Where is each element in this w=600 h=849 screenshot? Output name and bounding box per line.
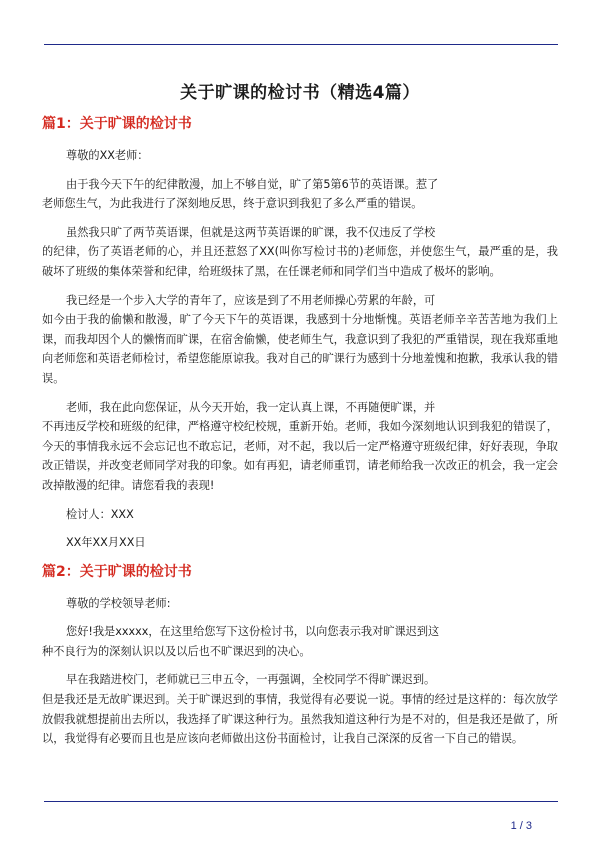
section-1-date: XX年XX月XX日 xyxy=(66,536,146,550)
section-1-salutation: 尊敬的XX老师： xyxy=(66,149,149,162)
section-1-signer: 检讨人：XXX xyxy=(66,507,134,521)
document-title: 关于旷课的检讨书（精选4篇） xyxy=(180,83,420,103)
section-1-heading: 篇1：关于旷课的检讨书 xyxy=(42,116,192,132)
section-1-paragraph: 我已经是一个步入大学的青年了，应该是到了不用老师操心劳累的年龄，可 如今由于我的偷懒和散漫，旷了今天下午的英语课，我感到十分地惭愧。英语老师辛辛苦苦地为我们上课，而我却因个人的懒惰而旷课，在宿舍偷懒，使老师生气，我意识到了我犯的严重错误，现在我郑重地向老师您和英语老师检讨，希望您能原谅我。我对自己的旷课行为感到十分地羞愧和抱歉，我承认我的错误。 xyxy=(42,293,558,385)
section-1-paragraph: 老师，我在此向您保证，从今天开始，我一定认真上课，不再随便旷课，并 不再违反学校和班级的纪律，严格遵守校纪校规，重新开始。老师，我如今深刻地认识到我犯的错误了，今天的事情我永远不会忘记也不敢忘记，老师，对不起，我以后一定严格遵守班级纪律，好好表现，争取改正错误，并改变老师同学对我的印象。如有再犯，请老师重罚，请老师给我一次改正的机会，我一定会改掉散漫的纪律。请您看我的表现! xyxy=(42,400,558,492)
section-2-paragraph: 早在我踏进校门，老师就已三申五令，一再强调，全校同学不得旷课迟到。 但是我还是无故旷课迟到。关于旷课迟到的事情，我觉得有必要说一说。事情的经过是这样的：每次放学放假我就想提前出去所以，我选择了旷课这种行为。虽然我知道这种行为是不对的，但是我还是做了，所以，我觉得有必要而且也是应该向老师做出这份书面检讨，让我自己深深的反省一下自己的错误。 xyxy=(42,673,558,746)
section-2-paragraph: 您好!我是xxxxx，在这里给您写下这份检讨书，以向您表示我对旷课迟到这 种不良行为的深刻认识以及以后也不旷课迟到的决心。 xyxy=(42,625,440,658)
section-1-paragraph: 由于我今天下午的纪律散漫，加上不够自觉，旷了第5第6节的英语课。惹了 老师您生气，为此我进行了深刻地反思，终于意识到我犯了多么严重的错误。 xyxy=(42,177,439,211)
footer-rule xyxy=(44,801,558,802)
document-body xyxy=(42,110,558,758)
header-rule xyxy=(44,44,558,45)
section-2-salutation: 尊敬的学校领导老师: xyxy=(66,596,171,610)
section-1-paragraph: 虽然我只旷了两节英语课，但就是这两节英语课的旷课，我不仅违反了学校 的纪律，伤了英语老师的心，并且还惹怒了XX(叫你写检讨书的)老师您，并使您生气，最严重的是，我破坏了班级的集体荣誉和纪律，给班级抹了黑，在任课老师和同学们当中造成了极坏的影响。 xyxy=(42,225,558,278)
page-number: 1 / 3 xyxy=(510,820,532,832)
section-2-heading: 篇2：关于旷课的检讨书 xyxy=(42,563,192,580)
